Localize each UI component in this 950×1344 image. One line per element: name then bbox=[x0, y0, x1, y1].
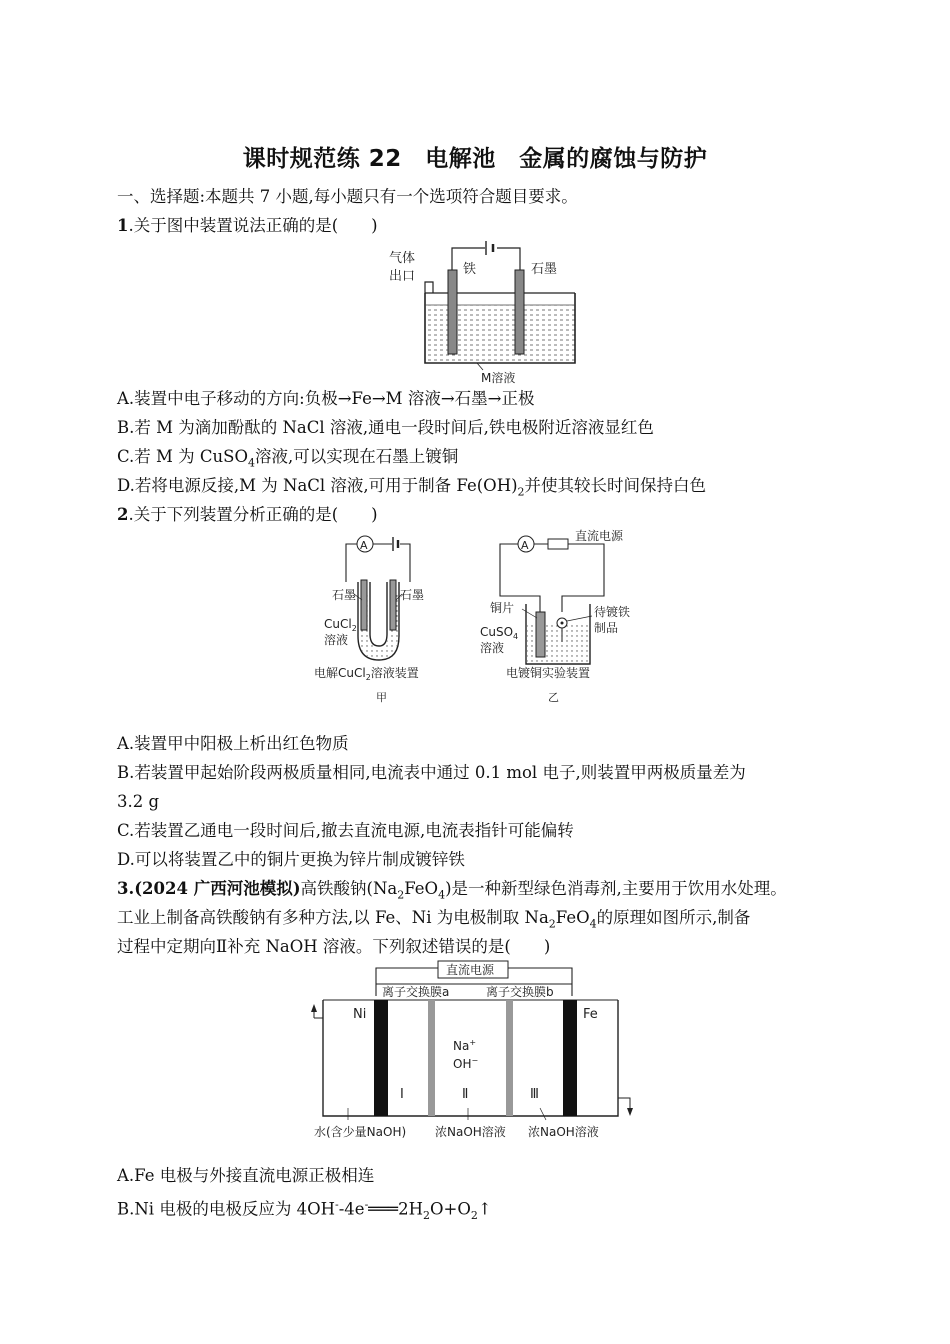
question-3-line-3: 过程中定期向Ⅱ补充 NaOH 溶液。下列叙述错误的是( ) bbox=[117, 937, 551, 956]
q3-option-a: A.Fe 电极与外接直流电源正极相连 bbox=[117, 1166, 375, 1185]
graphite-electrode bbox=[515, 270, 524, 354]
caption-a: 电解CuCl$_2$溶液装置 bbox=[314, 666, 419, 682]
svg-text:浓NaOH溶液: 浓NaOH溶液 bbox=[528, 1125, 599, 1139]
label-iron: 铁 bbox=[463, 262, 477, 277]
svg-text:溶液: 溶液 bbox=[324, 633, 349, 647]
page-title: 课时规范练 22 电解池 金属的腐蚀与防护 bbox=[242, 146, 708, 172]
svg-text:Ni: Ni bbox=[353, 1007, 367, 1022]
graphite-right-electrode bbox=[390, 580, 396, 630]
question-text: .关于图中装置说法正确的是( ) bbox=[128, 216, 378, 235]
figure-3-ion-exchange-cell bbox=[308, 958, 648, 1148]
question-number: 1 bbox=[117, 216, 129, 235]
question-3-line-1: 3.(2024 广西河池模拟)高铁酸钠$(Na_2FeO_4)$是一种新型绿色消毒剂,主要用于饮用水处理。 bbox=[117, 879, 787, 902]
membrane-a bbox=[428, 1000, 435, 1116]
q2-option-b: B.若装置甲起始阶段两极质量相同,电流表中通过 0.1 mol 电子,则装置甲两极质量差为 bbox=[117, 763, 746, 782]
fe-electrode bbox=[563, 1000, 577, 1116]
label-outlet: 出口 bbox=[389, 269, 416, 284]
svg-text:OH−: OH− bbox=[453, 1056, 479, 1071]
svg-text:CuCl2: CuCl$_2$ bbox=[324, 617, 357, 633]
apparatus-b bbox=[480, 528, 630, 704]
question-1-stem bbox=[117, 215, 378, 237]
q2-option-a: A.装置甲中阳极上析出红色物质 bbox=[117, 734, 349, 753]
iron-electrode bbox=[448, 270, 457, 354]
question-text: .关于下列装置分析正确的是( ) bbox=[128, 505, 378, 524]
gas-outlet bbox=[425, 282, 433, 293]
svg-text:直流电源: 直流电源 bbox=[575, 529, 624, 543]
q2-option-d: D.可以将装置乙中的铜片更换为锌片制成镀锌铁 bbox=[117, 850, 465, 869]
caption-b: 电镀铜实验装置 bbox=[506, 666, 591, 680]
q2-option-b-cont: 3.2 g bbox=[117, 792, 160, 811]
ni-electrode bbox=[374, 1000, 388, 1116]
label-a: 甲 bbox=[376, 691, 387, 704]
svg-text:溶液: 溶液 bbox=[480, 641, 505, 655]
figure-2-apparatus bbox=[300, 524, 660, 709]
question-3-line-2: 工业上制备高铁酸钠有多种方法,以 Fe、Ni 为电极制取 $Na_2FeO_4$的原理如图所示,制备 bbox=[117, 908, 751, 931]
svg-text:A: A bbox=[521, 539, 529, 552]
svg-text:石墨: 石墨 bbox=[400, 588, 425, 602]
svg-text:Ⅲ: Ⅲ bbox=[530, 1087, 539, 1102]
graphite-left-electrode bbox=[361, 580, 367, 630]
q1-option-a: A.装置中电子移动的方向:负极→Fe→M 溶液→石墨→正极 bbox=[117, 389, 535, 408]
svg-text:Fe: Fe bbox=[583, 1007, 598, 1022]
q2-option-c: C.若装置乙通电一段时间后,撤去直流电源,电流表指针可能偏转 bbox=[117, 821, 574, 840]
copper-plate bbox=[536, 612, 545, 657]
svg-text:直流电源: 直流电源 bbox=[446, 963, 495, 977]
svg-text:制品: 制品 bbox=[594, 621, 619, 635]
label-graphite: 石墨 bbox=[531, 262, 558, 277]
svg-text:Ⅰ: Ⅰ bbox=[400, 1087, 404, 1102]
svg-text:浓NaOH溶液: 浓NaOH溶液 bbox=[435, 1125, 506, 1139]
label-b: 乙 bbox=[548, 691, 559, 704]
figure-1-electrolysis-cell bbox=[385, 238, 585, 388]
section-heading: 一、选择题:本题共 7 小题,每小题只有一个选项符合题目要求。 bbox=[117, 187, 578, 206]
svg-text:石墨: 石墨 bbox=[332, 588, 357, 602]
label-gas: 气体 bbox=[389, 251, 416, 266]
q1-option-d: D.若将电源反接,M 为 NaCl 溶液,可用于制备 $Fe(OH)_2$并使其较长时间保持白色 bbox=[117, 476, 707, 499]
svg-text:离子交换膜a: 离子交换膜a bbox=[382, 985, 450, 999]
question-2-stem bbox=[117, 504, 378, 526]
svg-text:Ⅱ: Ⅱ bbox=[462, 1087, 469, 1102]
svg-text:CuSO4: CuSO$_4$ bbox=[480, 625, 519, 641]
apparatus-a bbox=[314, 536, 424, 704]
membrane-b bbox=[506, 1000, 513, 1116]
q1-option-b: B.若 M 为滴加酚酞的 NaCl 溶液,通电一段时间后,铁电极附近溶液显红色 bbox=[117, 418, 654, 437]
svg-text:待镀铁: 待镀铁 bbox=[594, 605, 631, 619]
label-solution: M溶液 bbox=[481, 371, 516, 385]
svg-text:铜片: 铜片 bbox=[490, 601, 515, 615]
question-number: 2 bbox=[117, 505, 129, 524]
q1-option-c: C.若 M 为 CuSO$_4$溶液,可以实现在石墨上镀铜 bbox=[117, 447, 459, 470]
q3-option-b: B.Ni 电极的电极反应为 $4OH^--4e^-═══2H_2O+O_2↑$ bbox=[117, 1198, 492, 1222]
dc-source-box bbox=[548, 539, 568, 549]
svg-text:离子交换膜b: 离子交换膜b bbox=[486, 985, 554, 999]
svg-text:A: A bbox=[360, 539, 368, 552]
svg-text:水(含少量NaOH): 水(含少量NaOH) bbox=[314, 1125, 407, 1139]
svg-text:Na+: Na+ bbox=[453, 1038, 477, 1053]
